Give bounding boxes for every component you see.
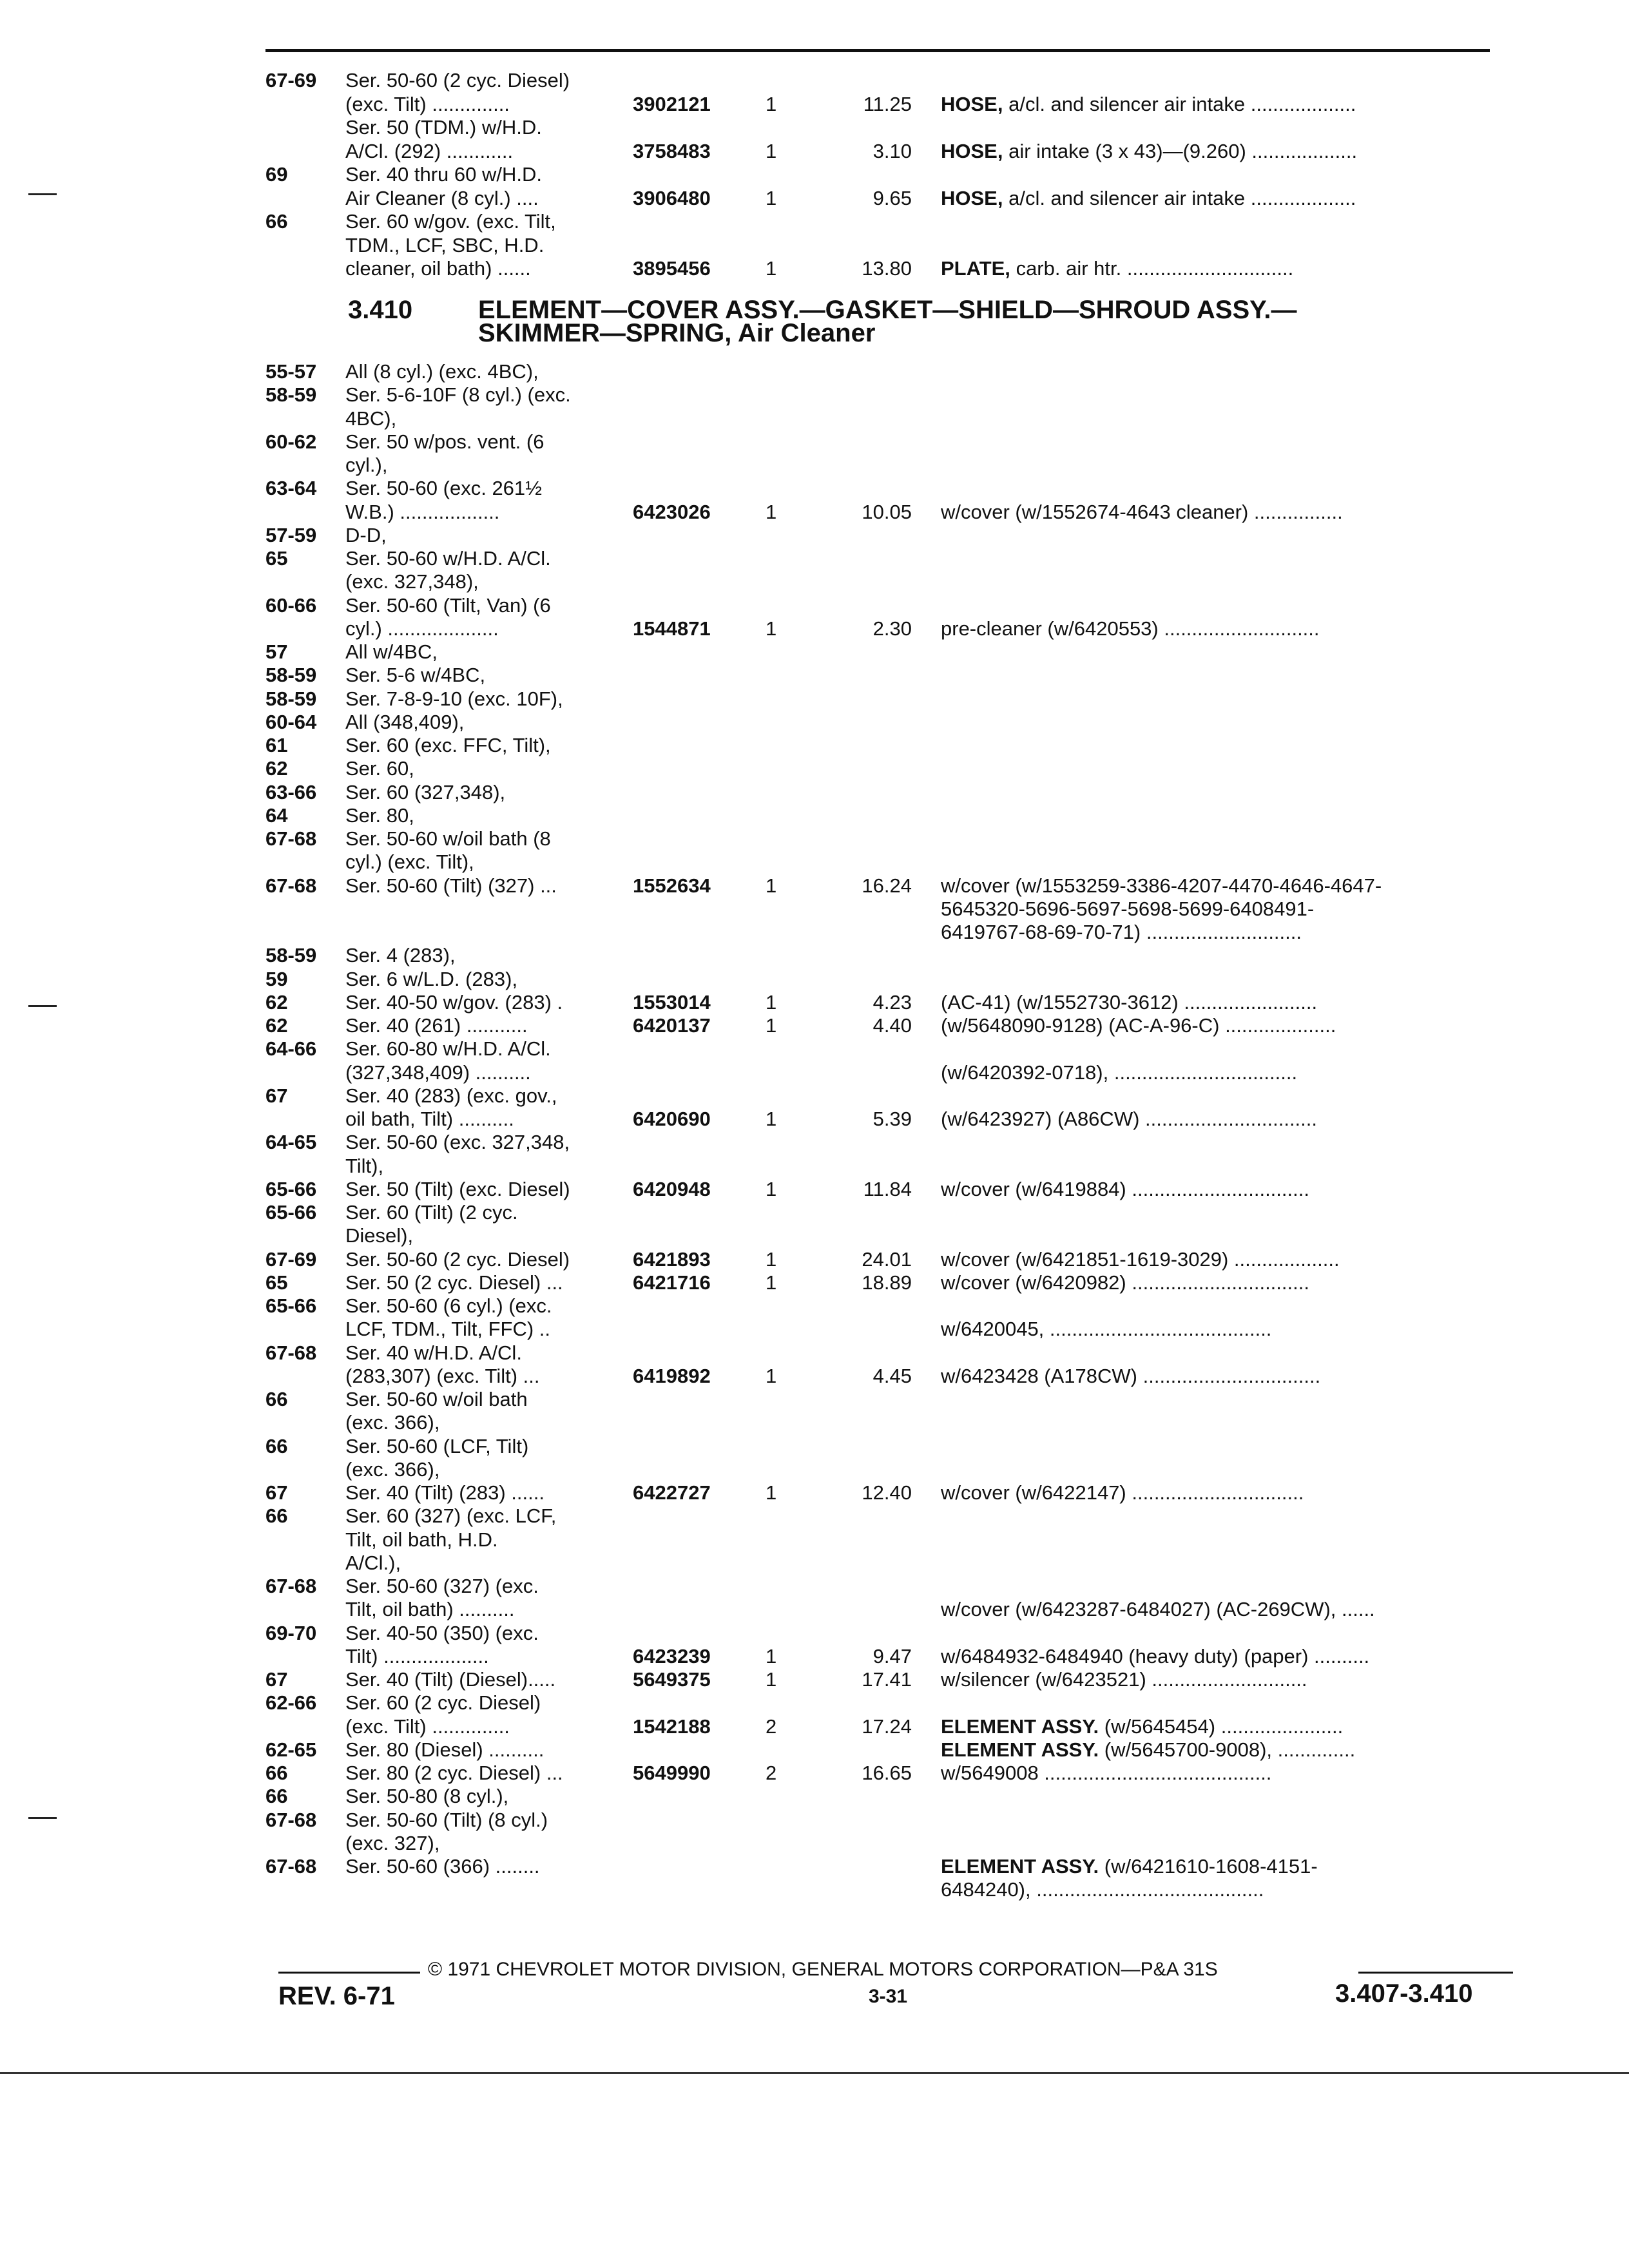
part-number-cell: 3906480 xyxy=(633,186,711,209)
quantity-cell: 1 xyxy=(766,139,777,162)
description-cell xyxy=(941,1108,1317,1129)
price-cell: 18.89 xyxy=(862,1271,912,1294)
year-cell: 60-66 xyxy=(265,593,317,617)
top-rule xyxy=(265,49,1490,52)
application-cell: Ser. 5-6 w/4BC, xyxy=(345,664,486,687)
year-cell: 58-59 xyxy=(265,944,317,967)
application-cell: W.B.) .................. xyxy=(345,500,500,523)
year-cell: 66 xyxy=(265,1762,288,1784)
page-number: 3-31 xyxy=(869,1986,908,2007)
description-text: 6484240), ......................................... xyxy=(941,1878,1264,1901)
part-number-cell: 1544871 xyxy=(633,617,711,640)
application-cell: Ser. 60 (327) (exc. LCF, xyxy=(345,1504,557,1528)
application-cell: Ser. 50-60 (6 cyl.) (exc. xyxy=(345,1294,552,1317)
application-cell: (283,307) (exc. Tilt) ... xyxy=(345,1364,540,1387)
description-text: w/cover (w/1552674-4643 cleaner) ................ xyxy=(941,500,1343,523)
application-cell: Ser. 50-60 (Tilt) (327) ... xyxy=(345,874,557,897)
application-cell: cleaner, oil bath) ...... xyxy=(345,257,531,280)
price-cell: 2.30 xyxy=(872,617,912,640)
description-cell xyxy=(941,875,1382,896)
description-cell xyxy=(941,1599,1375,1620)
application-cell: (327,348,409) .......... xyxy=(345,1061,531,1084)
description-cell xyxy=(941,1318,1271,1340)
application-cell: Ser. 40 (Tilt) (283) ...... xyxy=(345,1481,545,1504)
application-cell: Tilt) ................... xyxy=(345,1644,489,1667)
application-cell: Ser. 4 (283), xyxy=(345,944,456,967)
part-number-cell: 6422727 xyxy=(633,1481,711,1504)
year-cell: 67 xyxy=(265,1084,288,1107)
application-cell: cyl.), xyxy=(345,454,388,476)
part-number-cell: 6419892 xyxy=(633,1364,711,1387)
description-cell xyxy=(941,1178,1309,1200)
application-cell: Tilt, oil bath, H.D. xyxy=(345,1528,498,1551)
year-cell: 66 xyxy=(265,1388,288,1410)
application-cell: Ser. 40-50 (350) (exc. xyxy=(345,1621,539,1644)
application-cell: Ser. 50 w/pos. vent. (6 xyxy=(345,430,545,453)
description-cell xyxy=(941,898,1314,919)
description-cell xyxy=(941,1365,1320,1387)
year-cell: 55-57 xyxy=(265,360,317,383)
application-cell: Ser. 50-60 w/oil bath xyxy=(345,1388,528,1410)
application-cell: Ser. 50-60 w/oil bath (8 xyxy=(345,827,551,850)
application-cell: Ser. 50-60 (Tilt) (8 cyl.) xyxy=(345,1808,548,1831)
price-cell: 9.65 xyxy=(872,186,912,209)
quantity-cell: 1 xyxy=(766,1271,777,1294)
quantity-cell: 1 xyxy=(766,990,777,1014)
year-cell: 59 xyxy=(265,967,288,990)
year-cell: 63-64 xyxy=(265,477,317,500)
price-cell: 12.40 xyxy=(862,1481,912,1504)
year-cell: 60-62 xyxy=(265,430,317,453)
application-cell: Ser. 40-50 w/gov. (283) . xyxy=(345,990,563,1014)
application-cell: 4BC), xyxy=(345,407,397,430)
application-cell: Tilt, oil bath) .......... xyxy=(345,1598,515,1621)
quantity-cell: 1 xyxy=(766,1668,777,1691)
quantity-cell: 1 xyxy=(766,1247,777,1271)
description-heading: HOSE, xyxy=(941,139,1003,162)
application-cell: (exc. 366), xyxy=(345,1411,440,1434)
year-cell: 65 xyxy=(265,1271,288,1294)
description-cell xyxy=(941,1762,1271,1783)
year-cell: 61 xyxy=(265,734,288,756)
description-cell xyxy=(941,1482,1304,1503)
margin-mark xyxy=(28,193,57,195)
year-cell: 67-68 xyxy=(265,1575,317,1597)
description-text: (w/5645454) ...................... xyxy=(1104,1715,1344,1738)
description-cell xyxy=(941,1646,1369,1667)
part-number-cell: 1542188 xyxy=(633,1715,711,1738)
year-cell: 66 xyxy=(265,1434,288,1457)
application-cell: Ser. 50-60 (2 cyc. Diesel) xyxy=(345,1247,570,1271)
application-cell: Ser. 60 (Tilt) (2 cyc. xyxy=(345,1201,518,1224)
year-cell: 65 xyxy=(265,547,288,570)
application-cell: Ser. 40 (261) ........... xyxy=(345,1014,528,1037)
bottom-rule xyxy=(0,2072,1629,2074)
application-cell: Ser. 50-60 (366) ........ xyxy=(345,1855,540,1878)
description-cell xyxy=(941,501,1343,523)
section-range: 3.407-3.410 xyxy=(1335,1979,1473,2008)
price-cell: 13.80 xyxy=(862,257,912,280)
application-cell: (exc. 327,348), xyxy=(345,570,479,593)
application-cell: Ser. 50-60 (2 cyc. Diesel) xyxy=(345,69,570,91)
quantity-cell: 1 xyxy=(766,257,777,280)
description-text: (w/5645700-9008), .............. xyxy=(1104,1738,1356,1761)
description-cell xyxy=(941,1879,1264,1900)
application-cell: TDM., LCF, SBC, H.D. xyxy=(345,233,545,256)
quantity-cell: 1 xyxy=(766,1481,777,1504)
quantity-cell: 2 xyxy=(766,1762,777,1784)
application-cell: (exc. Tilt) .............. xyxy=(345,92,510,115)
price-cell: 17.24 xyxy=(862,1715,912,1738)
application-cell: Ser. 40 w/H.D. A/Cl. xyxy=(345,1341,522,1364)
part-number-cell: 5649375 xyxy=(633,1668,711,1691)
application-cell: Ser. 60 (exc. FFC, Tilt), xyxy=(345,734,551,756)
application-cell: Ser. 60 (327,348), xyxy=(345,780,506,803)
revision-label: REV. 6-71 xyxy=(278,1982,395,2010)
part-number-cell: 5649990 xyxy=(633,1762,711,1784)
year-cell: 67 xyxy=(265,1481,288,1504)
application-cell: cyl.) (exc. Tilt), xyxy=(345,850,474,874)
application-cell: All (348,409), xyxy=(345,710,465,733)
description-cell xyxy=(941,1856,1318,1877)
part-number-cell: 3902121 xyxy=(633,92,711,115)
part-number-cell: 3758483 xyxy=(633,139,711,162)
description-cell xyxy=(941,140,1357,162)
application-cell: (exc. Tilt) .............. xyxy=(345,1715,510,1738)
year-cell: 65-66 xyxy=(265,1201,317,1224)
application-cell: Ser. 50-60 (exc. 261½ xyxy=(345,477,543,500)
part-number-cell: 6421716 xyxy=(633,1271,711,1294)
description-text: carb. air htr. .............................. xyxy=(1016,257,1294,280)
application-cell: A/Cl.), xyxy=(345,1551,401,1574)
application-cell: Ser. 80 (2 cyc. Diesel) ... xyxy=(345,1762,563,1784)
year-cell: 58-59 xyxy=(265,383,317,407)
price-cell: 16.65 xyxy=(862,1762,912,1784)
application-cell: Ser. 50 (Tilt) (exc. Diesel) xyxy=(345,1177,570,1200)
application-cell: Ser. 50 (TDM.) w/H.D. xyxy=(345,116,542,139)
description-cell xyxy=(941,1062,1297,1083)
description-heading: HOSE, xyxy=(941,186,1003,209)
quantity-cell: 1 xyxy=(766,1108,777,1130)
quantity-cell: 1 xyxy=(766,874,777,897)
year-cell: 67-68 xyxy=(265,827,317,850)
description-cell xyxy=(941,1716,1343,1737)
year-cell: 62 xyxy=(265,1014,288,1037)
application-cell: cyl.) .................... xyxy=(345,617,499,640)
description-text: (w/6423927) (A86CW) ............................... xyxy=(941,1108,1318,1130)
description-cell xyxy=(941,187,1356,209)
footer-rule-left xyxy=(278,1972,420,1974)
description-text: w/5649008 ......................................... xyxy=(941,1762,1272,1784)
description-text: w/6420045, ........................................ xyxy=(941,1318,1272,1341)
application-cell: (exc. 366), xyxy=(345,1457,440,1481)
part-number-cell: 6423026 xyxy=(633,500,711,523)
price-cell: 11.25 xyxy=(863,92,912,115)
footer-rule-right xyxy=(1358,1972,1513,1974)
application-cell: Ser. 50-60 (327) (exc. xyxy=(345,1575,539,1597)
year-cell: 67-68 xyxy=(265,874,317,897)
footer-copyright: © 1971 CHEVROLET MOTOR DIVISION, GENERAL MOTORS CORPORATION—P&A 31S xyxy=(428,1959,1218,1980)
year-cell: 67-69 xyxy=(265,1247,317,1271)
application-cell: oil bath, Tilt) .......... xyxy=(345,1108,514,1130)
description-cell xyxy=(941,1249,1340,1270)
part-number-cell: 6420690 xyxy=(633,1108,711,1130)
year-cell: 57 xyxy=(265,640,288,663)
year-cell: 65-66 xyxy=(265,1294,317,1317)
quantity-cell: 1 xyxy=(766,1177,777,1200)
description-text: w/6484932-6484940 (heavy duty) (paper) .......... xyxy=(941,1644,1370,1667)
margin-mark xyxy=(28,1817,57,1819)
year-cell: 58-59 xyxy=(265,687,317,710)
application-cell: (exc. 327), xyxy=(345,1831,440,1854)
application-cell: Ser. 7-8-9-10 (exc. 10F), xyxy=(345,687,563,710)
description-heading: ELEMENT ASSY. xyxy=(941,1715,1099,1738)
year-cell: 65-66 xyxy=(265,1177,317,1200)
part-number-cell: 6420948 xyxy=(633,1177,711,1200)
description-heading: PLATE, xyxy=(941,257,1010,280)
description-text: w/6423428 (A178CW) ................................ xyxy=(941,1364,1321,1387)
quantity-cell: 1 xyxy=(766,1364,777,1387)
description-text: air intake (3 x 43)—(9.260) ................... xyxy=(1008,139,1358,162)
application-cell: Ser. 50-60 (Tilt, Van) (6 xyxy=(345,593,551,617)
description-cell xyxy=(941,618,1320,639)
description-cell xyxy=(941,93,1356,115)
description-text: a/cl. and silencer air intake ................... xyxy=(1008,186,1356,209)
description-text: a/cl. and silencer air intake ................... xyxy=(1008,92,1356,115)
description-text: (AC-41) (w/1552730-3612) ........................ xyxy=(941,990,1318,1014)
price-cell: 10.05 xyxy=(862,500,912,523)
description-cell xyxy=(941,1669,1307,1690)
section-title-line2: SKIMMER—SPRING, Air Cleaner xyxy=(478,319,876,347)
description-text: pre-cleaner (w/6420553) ............................ xyxy=(941,617,1320,640)
description-text: (w/5648090-9128) (AC-A-96-C) .................... xyxy=(941,1014,1336,1037)
application-cell: LCF, TDM., Tilt, FFC) .. xyxy=(345,1318,551,1341)
year-cell: 62-65 xyxy=(265,1738,317,1761)
year-cell: 64-65 xyxy=(265,1131,317,1154)
part-number-cell: 1552634 xyxy=(633,874,711,897)
description-cell xyxy=(941,1272,1309,1293)
price-cell: 3.10 xyxy=(872,139,912,162)
quantity-cell: 1 xyxy=(766,500,777,523)
year-cell: 62 xyxy=(265,757,288,780)
application-cell: Tilt), xyxy=(345,1154,384,1177)
application-cell: Ser. 60, xyxy=(345,757,414,780)
section-title-line1: ELEMENT—COVER ASSY.—GASKET—SHIELD—SHROUD ASSY.— xyxy=(478,296,1297,324)
description-text: w/cover (w/6421851-1619-3029) ................... xyxy=(941,1247,1340,1271)
year-cell: 62-66 xyxy=(265,1691,317,1715)
description-cell xyxy=(941,258,1293,279)
price-cell: 5.39 xyxy=(872,1108,912,1130)
application-cell: Diesel), xyxy=(345,1224,414,1247)
year-cell: 63-66 xyxy=(265,780,317,803)
quantity-cell: 1 xyxy=(766,186,777,209)
price-cell: 4.23 xyxy=(872,990,912,1014)
description-cell xyxy=(941,921,1302,943)
description-cell xyxy=(941,1015,1336,1036)
application-cell: Ser. 60 w/gov. (exc. Tilt, xyxy=(345,210,556,233)
year-cell: 58-59 xyxy=(265,664,317,687)
description-text: w/cover (w/6419884) ................................ xyxy=(941,1177,1309,1200)
year-cell: 62 xyxy=(265,990,288,1014)
application-cell: Ser. 60 (2 cyc. Diesel) xyxy=(345,1691,541,1715)
price-cell: 17.41 xyxy=(862,1668,912,1691)
description-text: (w/6421610-1608-4151- xyxy=(1104,1855,1318,1878)
price-cell: 16.24 xyxy=(862,874,912,897)
year-cell: 64 xyxy=(265,803,288,827)
application-cell: Ser. 40 (Tilt) (Diesel)..... xyxy=(345,1668,556,1691)
application-cell: Ser. 60-80 w/H.D. A/Cl. xyxy=(345,1037,551,1061)
description-heading: HOSE, xyxy=(941,92,1003,115)
application-cell: All (8 cyl.) (exc. 4BC), xyxy=(345,360,539,383)
year-cell: 66 xyxy=(265,210,288,233)
year-cell: 60-64 xyxy=(265,710,317,733)
application-cell: Ser. 40 (283) (exc. gov., xyxy=(345,1084,557,1107)
application-cell: A/Cl. (292) ............ xyxy=(345,139,514,162)
year-cell: 66 xyxy=(265,1785,288,1808)
part-number-cell: 3895456 xyxy=(633,257,711,280)
part-number-cell: 1553014 xyxy=(633,990,711,1014)
price-cell: 24.01 xyxy=(862,1247,912,1271)
quantity-cell: 1 xyxy=(766,1014,777,1037)
application-cell: Ser. 80 (Diesel) .......... xyxy=(345,1738,545,1761)
year-cell: 67-68 xyxy=(265,1808,317,1831)
application-cell: Ser. 50-80 (8 cyl.), xyxy=(345,1785,509,1808)
year-cell: 67-69 xyxy=(265,69,317,91)
part-number-cell: 6420137 xyxy=(633,1014,711,1037)
application-cell: Ser. 5-6-10F (8 cyl.) (exc. xyxy=(345,383,571,407)
description-text: w/cover (w/1553259-3386-4207-4470-4646-4647- xyxy=(941,874,1382,897)
description-heading: ELEMENT ASSY. xyxy=(941,1855,1099,1878)
year-cell: 66 xyxy=(265,1504,288,1528)
description-text: 6419767-68-69-70-71) ............................ xyxy=(941,921,1302,943)
description-cell xyxy=(941,992,1317,1013)
application-cell: Air Cleaner (8 cyl.) .... xyxy=(345,186,539,209)
quantity-cell: 1 xyxy=(766,1644,777,1667)
application-cell: Ser. 40 thru 60 w/H.D. xyxy=(345,163,542,186)
application-cell: Ser. 50-60 (LCF, Tilt) xyxy=(345,1434,529,1457)
quantity-cell: 2 xyxy=(766,1715,777,1738)
application-cell: Ser. 80, xyxy=(345,803,414,827)
description-text: w/cover (w/6423287-6484027) (AC-269CW), ...... xyxy=(941,1598,1375,1621)
description-heading: ELEMENT ASSY. xyxy=(941,1738,1099,1761)
year-cell: 57-59 xyxy=(265,523,317,546)
description-text: w/cover (w/6420982) ................................ xyxy=(941,1271,1309,1294)
application-cell: All w/4BC, xyxy=(345,640,438,663)
application-cell: Ser. 50-60 w/H.D. A/Cl. xyxy=(345,547,551,570)
price-cell: 9.47 xyxy=(872,1644,912,1667)
quantity-cell: 1 xyxy=(766,617,777,640)
application-cell: Ser. 50-60 (exc. 327,348, xyxy=(345,1131,570,1154)
description-text: w/cover (w/6422147) ............................... xyxy=(941,1481,1304,1504)
year-cell: 67-68 xyxy=(265,1341,317,1364)
margin-mark xyxy=(28,1005,57,1007)
part-number-cell: 6423239 xyxy=(633,1644,711,1667)
price-cell: 11.84 xyxy=(863,1177,912,1200)
application-cell: Ser. 6 w/L.D. (283), xyxy=(345,967,518,990)
application-cell: Ser. 50 (2 cyc. Diesel) ... xyxy=(345,1271,563,1294)
year-cell: 67 xyxy=(265,1668,288,1691)
price-cell: 4.45 xyxy=(872,1364,912,1387)
price-cell: 4.40 xyxy=(872,1014,912,1037)
year-cell: 69 xyxy=(265,163,288,186)
description-text: (w/6420392-0718), ................................. xyxy=(941,1061,1298,1084)
application-cell: D-D, xyxy=(345,523,387,546)
description-text: 5645320-5696-5697-5698-5699-6408491- xyxy=(941,897,1315,920)
year-cell: 69-70 xyxy=(265,1621,317,1644)
part-number-cell: 6421893 xyxy=(633,1247,711,1271)
description-cell xyxy=(941,1739,1355,1760)
year-cell: 67-68 xyxy=(265,1855,317,1878)
section-number: 3.410 xyxy=(348,296,413,324)
year-cell: 64-66 xyxy=(265,1037,317,1061)
quantity-cell: 1 xyxy=(766,92,777,115)
description-text: w/silencer (w/6423521) ............................ xyxy=(941,1668,1307,1691)
